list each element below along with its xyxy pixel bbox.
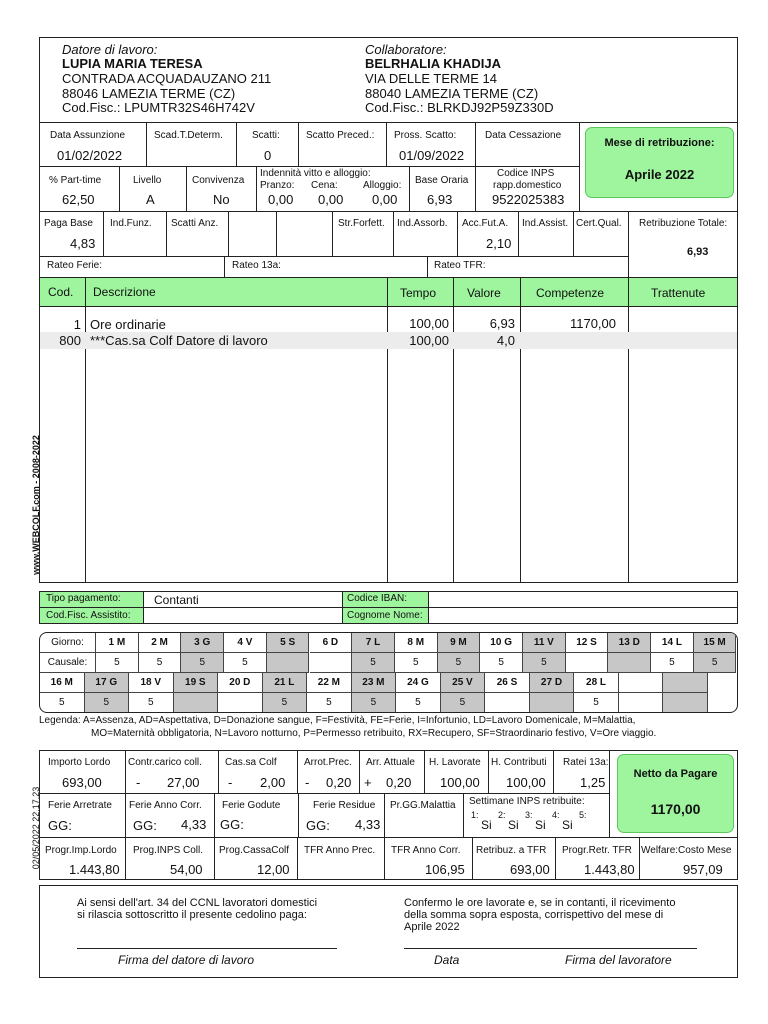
convivenza-label: Convivenza [192, 175, 245, 186]
col-tempo-header: Tempo [400, 286, 437, 300]
calendar-day: 10 G [480, 633, 523, 653]
calendar-day: 9 M [438, 633, 481, 653]
sign-worker-label: Firma del lavoratore [565, 953, 672, 967]
importo-lordo-value: 693,00 [62, 775, 102, 790]
prog-cassa-value: 12,00 [257, 862, 290, 877]
calendar-day: 8 M [395, 633, 438, 653]
settimane-label: Settimane INPS retribuite: [469, 796, 585, 807]
calendar-day: 24 G [396, 673, 441, 693]
legend-line2: MO=Maternità obbligatoria, N=Lavoro notturno, P=Permesso retribuito, RX=Recupero, SF=Straordinario festivo, V=Ore viaggio. [91, 728, 657, 739]
calendar-causale: 5 [40, 693, 85, 713]
welfare-value: 957,09 [683, 862, 723, 877]
sign-employer-label: Firma del datore di lavoro [118, 953, 255, 967]
livello-label: Livello [133, 175, 162, 186]
mese-label: Mese di retribuzione: [604, 137, 715, 149]
employer-name: LUPIA MARIA TERESA [62, 56, 203, 71]
arrot-prec-sign: - [305, 775, 310, 790]
alloggio-value: 0,00 [372, 192, 398, 207]
settimana-number: 5: [579, 810, 587, 820]
parttime-label: % Part-time [49, 175, 102, 186]
rettot-label: Retribuzione Totale: [639, 218, 728, 229]
rateo-tfr-label: Rateo TFR: [434, 260, 486, 271]
calendar-causale [485, 693, 530, 713]
ferie-arretrate-gg: GG: [48, 818, 72, 833]
sign-date-label: Data [434, 953, 460, 967]
ferie-residue-label: Ferie Residue [313, 800, 376, 811]
accfut-label: Acc.Fut.A. [462, 218, 509, 229]
ferie-residue-gg: GG: [306, 818, 330, 833]
rettot-value: 6,93 [687, 246, 709, 258]
calendar-causale: 5 [129, 693, 174, 713]
pross-scatto-value: 01/09/2022 [399, 148, 465, 163]
arrot-prec-value: 0,20 [326, 775, 352, 790]
scad-label: Scad.T.Determ. [154, 130, 223, 141]
worker-name: BELRHALIA KHADIJA [365, 56, 502, 71]
calendar-box [39, 632, 738, 713]
row-tempo: 100,00 [409, 333, 449, 348]
prog-cassa-label: Prog.CassaColf [219, 845, 290, 856]
arrot-prec-label: Arrot.Prec. [304, 757, 352, 768]
calendar-day: 2 M [139, 633, 182, 653]
ratei-13a-label: Ratei 13a: [563, 757, 609, 768]
prog-inps-value: 54,00 [170, 862, 203, 877]
settimana-value: Si [562, 818, 573, 832]
calendar-day: 3 G [181, 633, 224, 653]
employer-codfisc: Cod.Fisc.: LPUMTR32S46H742V [62, 100, 255, 115]
arr-attuale-sign: + [364, 775, 372, 790]
cassa-sign: - [228, 775, 233, 790]
calendar-causale: 5 [441, 693, 486, 713]
ratei-13a-value: 1,25 [580, 775, 606, 790]
calendar-causale: 5 [438, 653, 481, 673]
calendar-day: 15 M [694, 633, 737, 653]
ferie-anno-value: 4,33 [181, 817, 207, 832]
calendar-causale [267, 653, 310, 673]
cessazione-label: Data Cessazione [485, 130, 562, 141]
calendar-causale: 5 [263, 693, 308, 713]
netto-label: Netto da Pagare [633, 768, 718, 780]
data-assunzione-label: Data Assunzione [50, 130, 126, 141]
footer-right-text3: Aprile 2022 [404, 921, 460, 933]
calendar-causale: 5 [352, 653, 395, 673]
footer-left-text2: si rilascia sottoscritto il presente cedolino paga: [77, 909, 307, 921]
cena-value: 0,00 [318, 192, 344, 207]
calendar-day: 16 M [40, 673, 85, 693]
row-cod: 800 [59, 333, 81, 348]
retr-tfr-value: 693,00 [510, 862, 550, 877]
scatti-value: 0 [264, 148, 272, 163]
welfare-label: Welfare:Costo Mese [641, 845, 732, 856]
giorno-label: Giorno: [40, 633, 96, 653]
calendar-day: 1 M [96, 633, 139, 653]
data-assunzione-value: 01/02/2022 [57, 148, 123, 163]
print-date-side: 02/05/2022 22.17.23 [31, 786, 41, 870]
settimana-number: 4: [552, 810, 560, 820]
worker-address1: VIA DELLE TERME 14 [365, 71, 497, 86]
mese-value: Aprile 2022 [624, 167, 695, 182]
calendar-day: 11 V [523, 633, 566, 653]
ferie-godute-label: Ferie Godute [222, 800, 281, 811]
calendar-day [619, 673, 664, 693]
ferie-residue-value: 4,33 [355, 817, 381, 832]
worker-heading: Collaboratore: [365, 42, 447, 57]
indassist-label: Ind.Assist. [522, 218, 569, 229]
tfr-anno-prec-label: TFR Anno Prec. [304, 845, 376, 856]
row-valore: 6,93 [489, 316, 515, 331]
paga-base-value: 4,83 [70, 236, 96, 251]
row-descr: ***Cas.sa Colf Datore di lavoro [90, 333, 268, 348]
cognome-label: Cognome Nome: [347, 610, 423, 621]
rateo-ferie-label: Rateo Ferie: [47, 260, 103, 271]
causale-label: Causale: [40, 653, 96, 673]
accfut-value: 2,10 [486, 236, 512, 251]
settimana-number: 3: [525, 810, 533, 820]
calendar-day: 27 D [530, 673, 575, 693]
ferie-anno-gg: GG: [133, 818, 157, 833]
scatto-prec-label: Scatto Preced.: [306, 130, 375, 141]
importo-lordo-label: Importo Lordo [48, 757, 111, 768]
pross-scatto-label: Pross. Scatto: [394, 130, 457, 141]
calendar-causale [310, 653, 353, 673]
employer-heading: Datore di lavoro: [62, 42, 158, 57]
cena-label: Cena: [311, 180, 338, 191]
inps-label-1: Codice INPS [497, 168, 555, 179]
calendar-day: 6 D [310, 633, 353, 653]
malattia-label: Pr.GG.Malattia [390, 800, 456, 811]
col-trattenute-header: Trattenute [651, 286, 706, 300]
netto-value: 1170,00 [650, 801, 701, 817]
contr-label: Contr.carico coll. [128, 757, 202, 768]
calendar-day: 17 G [85, 673, 130, 693]
calendar-day: 13 D [608, 633, 651, 653]
calendar-day: 28 L [574, 673, 619, 693]
scatti-anz-label: Scatti Anz. [171, 218, 219, 229]
prog-retr-label: Progr.Retr. TFR [562, 845, 632, 856]
calendar-causale: 5 [523, 653, 566, 673]
inps-label-2: rapp.domestico [493, 180, 562, 191]
alloggio-label: Alloggio: [363, 180, 402, 191]
prog-imp-value: 1.443,80 [69, 862, 120, 877]
row-descr: Ore ordinarie [90, 317, 166, 332]
calendar-day: 22 M [307, 673, 352, 693]
col-descr-header: Descrizione [93, 285, 156, 299]
calendar-day: 7 L [352, 633, 395, 653]
calendar-causale [530, 693, 575, 713]
netto-box [617, 754, 734, 833]
row-competenze: 1170,00 [569, 316, 616, 331]
footer-left-text1: Ai sensi dell'art. 34 del CCNL lavoratori domestici [77, 897, 318, 909]
inps-value: 9522025383 [492, 192, 565, 207]
calendar-causale: 5 [181, 653, 224, 673]
calendar-day: 5 S [267, 633, 310, 653]
prog-imp-label: Progr.Imp.Lordo [45, 845, 117, 856]
prog-inps-label: Prog.INPS Coll. [133, 845, 204, 856]
indassorb-label: Ind.Assorb. [397, 218, 448, 229]
ferie-godute-gg: GG: [220, 817, 244, 832]
assistito-label: Cod.Fisc. Assistito: [46, 610, 131, 621]
calendar-causale [619, 693, 664, 713]
calendar-causale [608, 653, 651, 673]
parttime-value: 62,50 [62, 192, 95, 207]
settimana-value: Si [535, 818, 546, 832]
calendar-causale [566, 653, 609, 673]
calendar-causale: 5 [85, 693, 130, 713]
calendar-causale [663, 693, 708, 713]
base-oraria-label: Base Oraria [415, 175, 469, 186]
calendar-causale: 5 [651, 653, 694, 673]
pranzo-value: 0,00 [268, 192, 294, 207]
worker-address2: 88040 LAMEZIA TERME (CZ) [365, 86, 539, 101]
calendar-day: 12 S [566, 633, 609, 653]
contr-sign: - [136, 775, 141, 790]
paga-base-label: Paga Base [44, 218, 93, 229]
calendar-day: 21 L [263, 673, 308, 693]
footer-right-text1: Confermo le ore lavorate e, se in contanti, il ricevimento [404, 897, 676, 909]
cassa-value: 2,00 [260, 775, 286, 790]
scatti-label: Scatti: [252, 130, 280, 141]
legend-line1: Legenda: A=Assenza, AD=Aspettativa, D=Donazione sangue, F=Festività, FE=Ferie, I=Infortunio, LD=Lavoro Domenicale, M=Malattia, [39, 715, 636, 726]
calendar-day: 23 M [352, 673, 397, 693]
calendar-grid [40, 633, 737, 712]
col-valore-header: Valore [467, 286, 501, 300]
employer-address1: CONTRADA ACQUADAUZANO 211 [62, 71, 272, 86]
calendar-day: 14 L [651, 633, 694, 653]
settimana-value: Si [508, 818, 519, 832]
rateo-13a-label: Rateo 13a: [232, 260, 281, 271]
calendar-causale: 5 [396, 693, 441, 713]
convivenza-value: No [213, 192, 230, 207]
calendar-causale: 5 [224, 653, 267, 673]
tfr-anno-corr-value: 106,95 [425, 862, 465, 877]
h-contributi-label: H. Contributi [491, 757, 547, 768]
calendar-causale: 5 [395, 653, 438, 673]
calendar-day: 20 D [218, 673, 263, 693]
calendar-day: 25 V [441, 673, 486, 693]
arr-attuale-value: 0,20 [386, 775, 412, 790]
webcolf-side-text: www.WEBCOLF.com - 2008-2022 [31, 435, 41, 575]
calendar-day: 19 S [174, 673, 219, 693]
h-lavorate-value: 100,00 [440, 775, 480, 790]
ferie-arretrate-label: Ferie Arretrate [48, 800, 112, 811]
retr-tfr-label: Retribuz. a TFR [476, 845, 547, 856]
settimane-row [469, 808, 609, 834]
h-lavorate-label: H. Lavorate [429, 757, 481, 768]
cassa-label: Cas.sa Colf [225, 757, 277, 768]
settimana-number: 1: [471, 810, 479, 820]
prog-retr-value: 1.443,80 [584, 862, 635, 877]
iban-label: Codice IBAN: [347, 593, 408, 604]
calendar-causale: 5 [352, 693, 397, 713]
header-box [39, 37, 738, 583]
employer-address2: 88046 LAMEZIA TERME (CZ) [62, 86, 236, 101]
contr-value: 27,00 [167, 775, 200, 790]
indennita-label: Indennità vitto e alloggio: [260, 168, 371, 179]
ferie-anno-label: Ferie Anno Corr. [129, 800, 202, 811]
calendar-day: 18 V [129, 673, 174, 693]
calendar-causale: 5 [96, 653, 139, 673]
worker-codfisc: Cod.Fisc.: BLRKDJ92P59Z330D [365, 100, 554, 115]
calendar-day: 4 V [224, 633, 267, 653]
calendar-causale: 5 [574, 693, 619, 713]
signature-line-worker [404, 948, 697, 949]
tfr-anno-corr-label: TFR Anno Corr. [391, 845, 461, 856]
calendar-causale: 5 [139, 653, 182, 673]
strforf-label: Str.Forfett. [338, 218, 385, 229]
row-tempo: 100,00 [409, 316, 449, 331]
signature-line-employer [77, 948, 337, 949]
tipo-pagamento-value: Contanti [154, 593, 199, 607]
certqual-label: Cert.Qual. [576, 218, 622, 229]
calendar-causale: 5 [694, 653, 737, 673]
calendar-day [663, 673, 708, 693]
livello-value: A [146, 192, 155, 207]
h-contributi-value: 100,00 [506, 775, 546, 790]
calendar-causale [174, 693, 219, 713]
settimana-number: 2: [498, 810, 506, 820]
base-oraria-value: 6,93 [427, 192, 453, 207]
row-cod: 1 [73, 317, 81, 332]
calendar-causale [218, 693, 263, 713]
col-competenze-header: Competenze [536, 286, 605, 300]
footer-right-text2: della somma sopra esposta, corrispettivo del mese di [404, 909, 664, 921]
calendar-causale: 5 [480, 653, 523, 673]
indfunz-label: Ind.Funz. [110, 218, 152, 229]
calendar-day: 26 S [485, 673, 530, 693]
arr-attuale-label: Arr. Attuale [366, 757, 415, 768]
col-cod-header: Cod. [48, 285, 74, 299]
tipo-pagamento-label: Tipo pagamento: [46, 593, 121, 604]
row-valore: 4,0 [496, 333, 515, 348]
pranzo-label: Pranzo: [260, 180, 295, 191]
calendar-causale: 5 [307, 693, 352, 713]
settimana-value: Si [481, 818, 492, 832]
